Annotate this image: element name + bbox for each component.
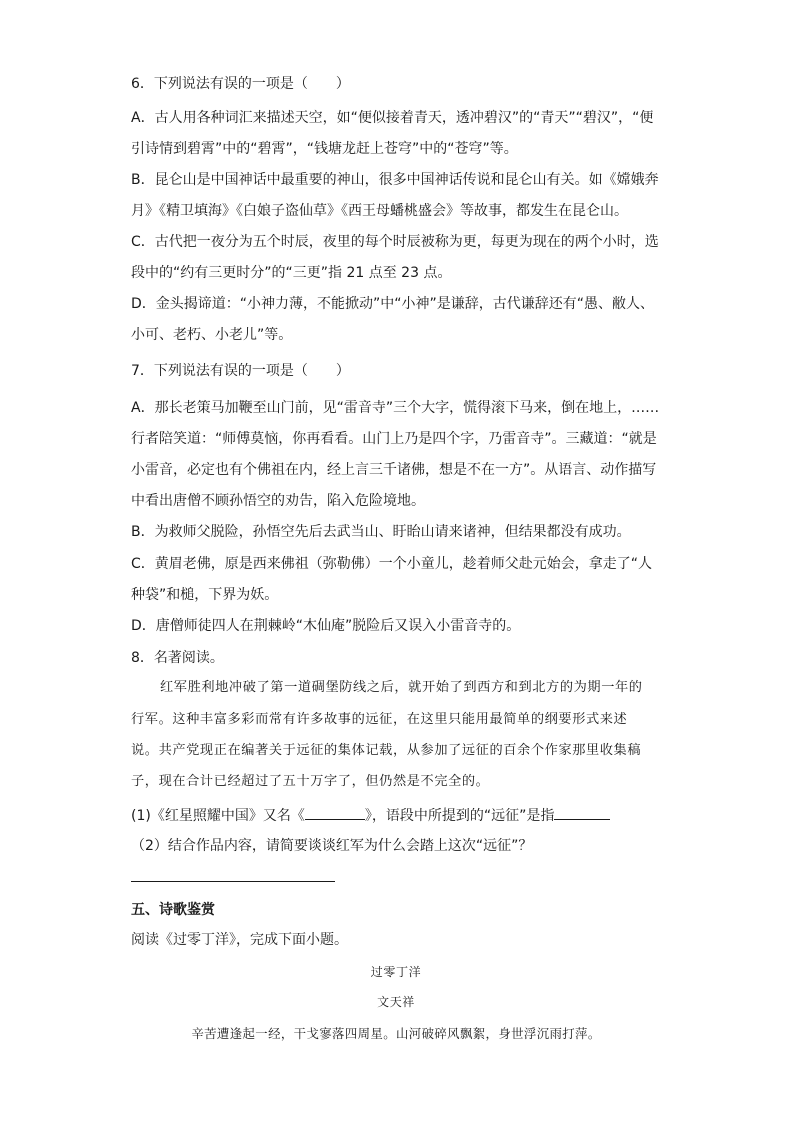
q6-stem: 6．下列说法有误的一项是（ ）	[131, 76, 350, 92]
q8-sub1-blank-expedition[interactable]	[554, 805, 610, 820]
q6-option-d-line1: D．金头揭谛道：“小神力薄，不能掀动”中“小神”是谦辞，古代谦辞还有“愚、敝人、	[131, 296, 655, 312]
q7-option-b-line1: B．为救师父脱险，孙悟空先后去武当山、盱眙山请来诸神，但结果都没有成功。	[131, 524, 631, 540]
q8-sub1-text-a: (1)《红星照耀中国》又名《	[131, 808, 305, 824]
section5-instruction: 阅读《过零丁洋》，完成下面小题。	[131, 932, 348, 948]
q8-stem: 8．名著阅读。	[131, 650, 224, 666]
q6-option-c-line2: 段中的“约有三更时分”的“三更”指 21 点至 23 点。	[131, 265, 452, 281]
q7-option-d-line1: D．唐僧师徒四人在荆棘岭“木仙庵”脱险后又误入小雷音寺的。	[131, 618, 521, 634]
q7-option-c-line1: C．黄眉老佛，原是西来佛祖（弥勒佛）一个小童儿，趁着师父赴元始会，拿走了“人	[131, 556, 653, 572]
q7-option-a-line3: 小雷音，必定也有个佛祖在内，经上言三千诸佛，想是不在一方”。从语言、动作描写	[131, 462, 657, 478]
poem-author: 文天祥	[377, 995, 415, 1009]
section5-heading: 五、诗歌鉴赏	[131, 902, 215, 918]
q8-sub1-blank-alias[interactable]	[305, 805, 365, 820]
q7-option-c-line2: 种袋”和槌，下界为妖。	[131, 587, 279, 603]
divider-line	[131, 881, 335, 882]
q7-option-a-line2: 行者陪笑道：“师傅莫恼，你再看看。山门上乃是四个字，乃雷音寺”。三藏道：“就是	[131, 431, 657, 447]
q6-option-a-line2: 引诗情到碧霄”中的“碧霄”，“钱塘龙赶上苍穹”中的“苍穹”等。	[131, 141, 518, 157]
poem-title: 过零丁洋	[370, 965, 422, 979]
q8-passage-line3: 说。共产党现正在编著关于远征的集体记载，从参加了远征的百余个作家那里收集稿	[131, 743, 642, 758]
q6-option-a-line1: A．古人用各种词汇来描述天空，如“便似接着青天，透冲碧汉”的“青天”“碧汉”，“便	[131, 110, 654, 126]
q6-option-b-line2: 月》《精卫填海》《白娘子盗仙草》《西王母蟠桃盛会》等故事，都发生在昆仑山。	[131, 203, 628, 219]
q6-option-d-line2: 小可、老朽、小老儿”等。	[131, 327, 293, 343]
q8-sub1	[131, 805, 671, 826]
q7-option-a-line1: A．那长老策马加鞭至山门前，见“雷音寺”三个大字，慌得滚下马来，倒在地上，……	[131, 400, 660, 416]
q8-passage-line1: 红军胜利地冲破了第一道碉堡防线之后，就开始了到西方和到北方的为期一年的	[160, 680, 643, 695]
q7-stem: 7．下列说法有误的一项是（ ）	[131, 363, 350, 379]
q8-passage-line4: 子，现在合计已经超过了五十万字了，但仍然是不完全的。	[131, 774, 490, 789]
q6-option-c-line1: C．古代把一夜分为五个时辰，夜里的每个时辰被称为更，每更为现在的两个小时，选	[131, 234, 659, 250]
q8-passage-line2: 行军。这种丰富多彩而常有许多故事的远征，在这里只能用最简单的纲要形式来述	[131, 712, 628, 727]
q6-option-b-line1: B．昆仑山是中国神话中最重要的神山，很多中国神话传说和昆仑山有关。如《嫦娥奔	[131, 172, 659, 188]
q8-sub1-text-b: 》，语段中所提到的“远征”是指	[364, 808, 555, 824]
poem-line-1: 辛苦遭逢起一经，干戈寥落四周星。山河破碎风飘絮，身世浮沉雨打萍。	[191, 1026, 601, 1041]
q7-option-a-line4: 中看出唐僧不顾孙悟空的劝告，陷入危险境地。	[131, 493, 425, 509]
q8-sub2: （2）结合作品内容，请简要谈谈红军为什么会踏上这次“远征”？	[131, 838, 533, 854]
